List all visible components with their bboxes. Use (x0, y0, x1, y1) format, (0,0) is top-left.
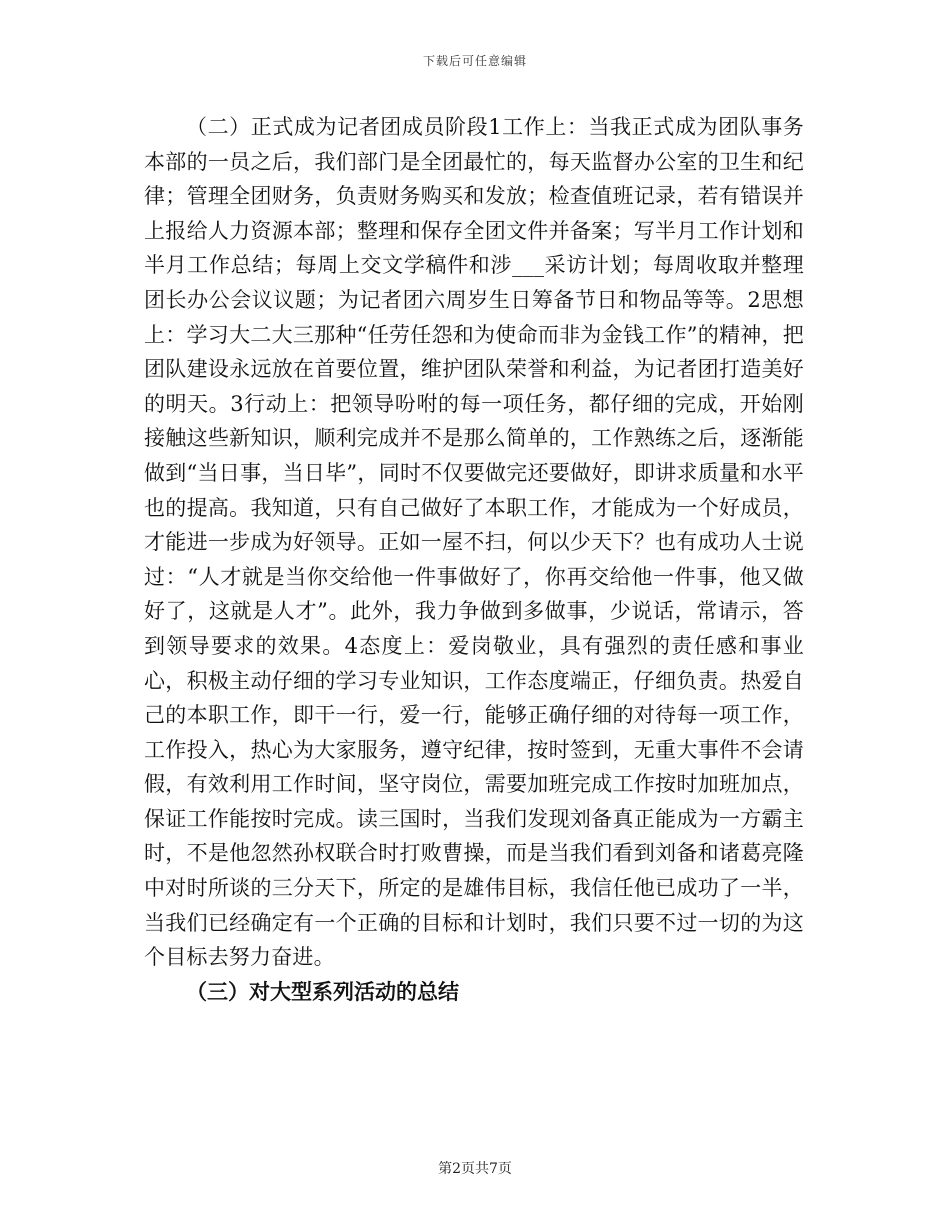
document-body (144, 110, 804, 1009)
page-header: 下载后可任意编辑 (422, 54, 527, 68)
section-heading: （三）对大型系列活动的总结 (186, 979, 459, 1004)
body-paragraph: （二）正式成为记者团成员阶段1工作上：当我正式成为团队事务本部的一员之后，我们部门是全团最忙的，每天监督办公室的卫生和纪律；管理全团财务，负责财务购买和发放；检查值班记录，若有错误并上报给人力资源本部；整理和保存全团文件并备案；写半月工作计划和半月工作总结；每周上交文学稿件和涉___采访计划；每周收取并整理团长办公会议议题；为记者团六周岁生日筹备节日和物品等等。2思想上：学习大二大三那种“任劳任怨和为使命而非为金钱工作”的精神，把团队建设永远放在首要位置，维护团队荣誉和利益，为记者团打造美好的明天。3行动上：把领导吩咐的每一项任务，都仔细的完成，开始刚接触这些新知识，顺利完成并不是那么简单的，工作熟练之后，逐渐能做到“当日事，当日毕”，同时不仅要做完还要做好，即讲求质量和水平也的提高。我知道，只有自己做好了本职工作，才能成为一个好成员，才能进一步成为好领导。正如一屋不扫，何以少天下？也有成功人士说过：“人才就是当你交给他一件事做好了，你再交给他一件事，他又做好了，这就是人才”。此外，我力争做到多做事，少说话，常请示，答到领导要求的效果。4态度上：爱岗敬业，具有强烈的责任感和事业心，积极主动仔细的学习专业知识，工作态度端正，仔细负责。热爱自己的本职工作，即干一行，爱一行，能够正确仔细的对待每一项工作，工作投入，热心为大家服务，遵守纪律，按时签到，无重大事件不会请假，有效利用工作时间，坚守岗位，需要加班完成工作按时加班加点，保证工作能按时完成。读三国时，当我们发现刘备真正能成为一方霸主时，不是他忽然孙权联合时打败曹操，而是当我们看到刘备和诸葛亮隆中对时所谈的三分天下，所定的是雄伟目标，我信任他已成功了一半，当我们已经确定有一个正确的目标和计划时，我们只要不过一切的为这个目标去努力奋进。 (144, 115, 804, 970)
page-number: 第2页共7页 (438, 1161, 512, 1177)
